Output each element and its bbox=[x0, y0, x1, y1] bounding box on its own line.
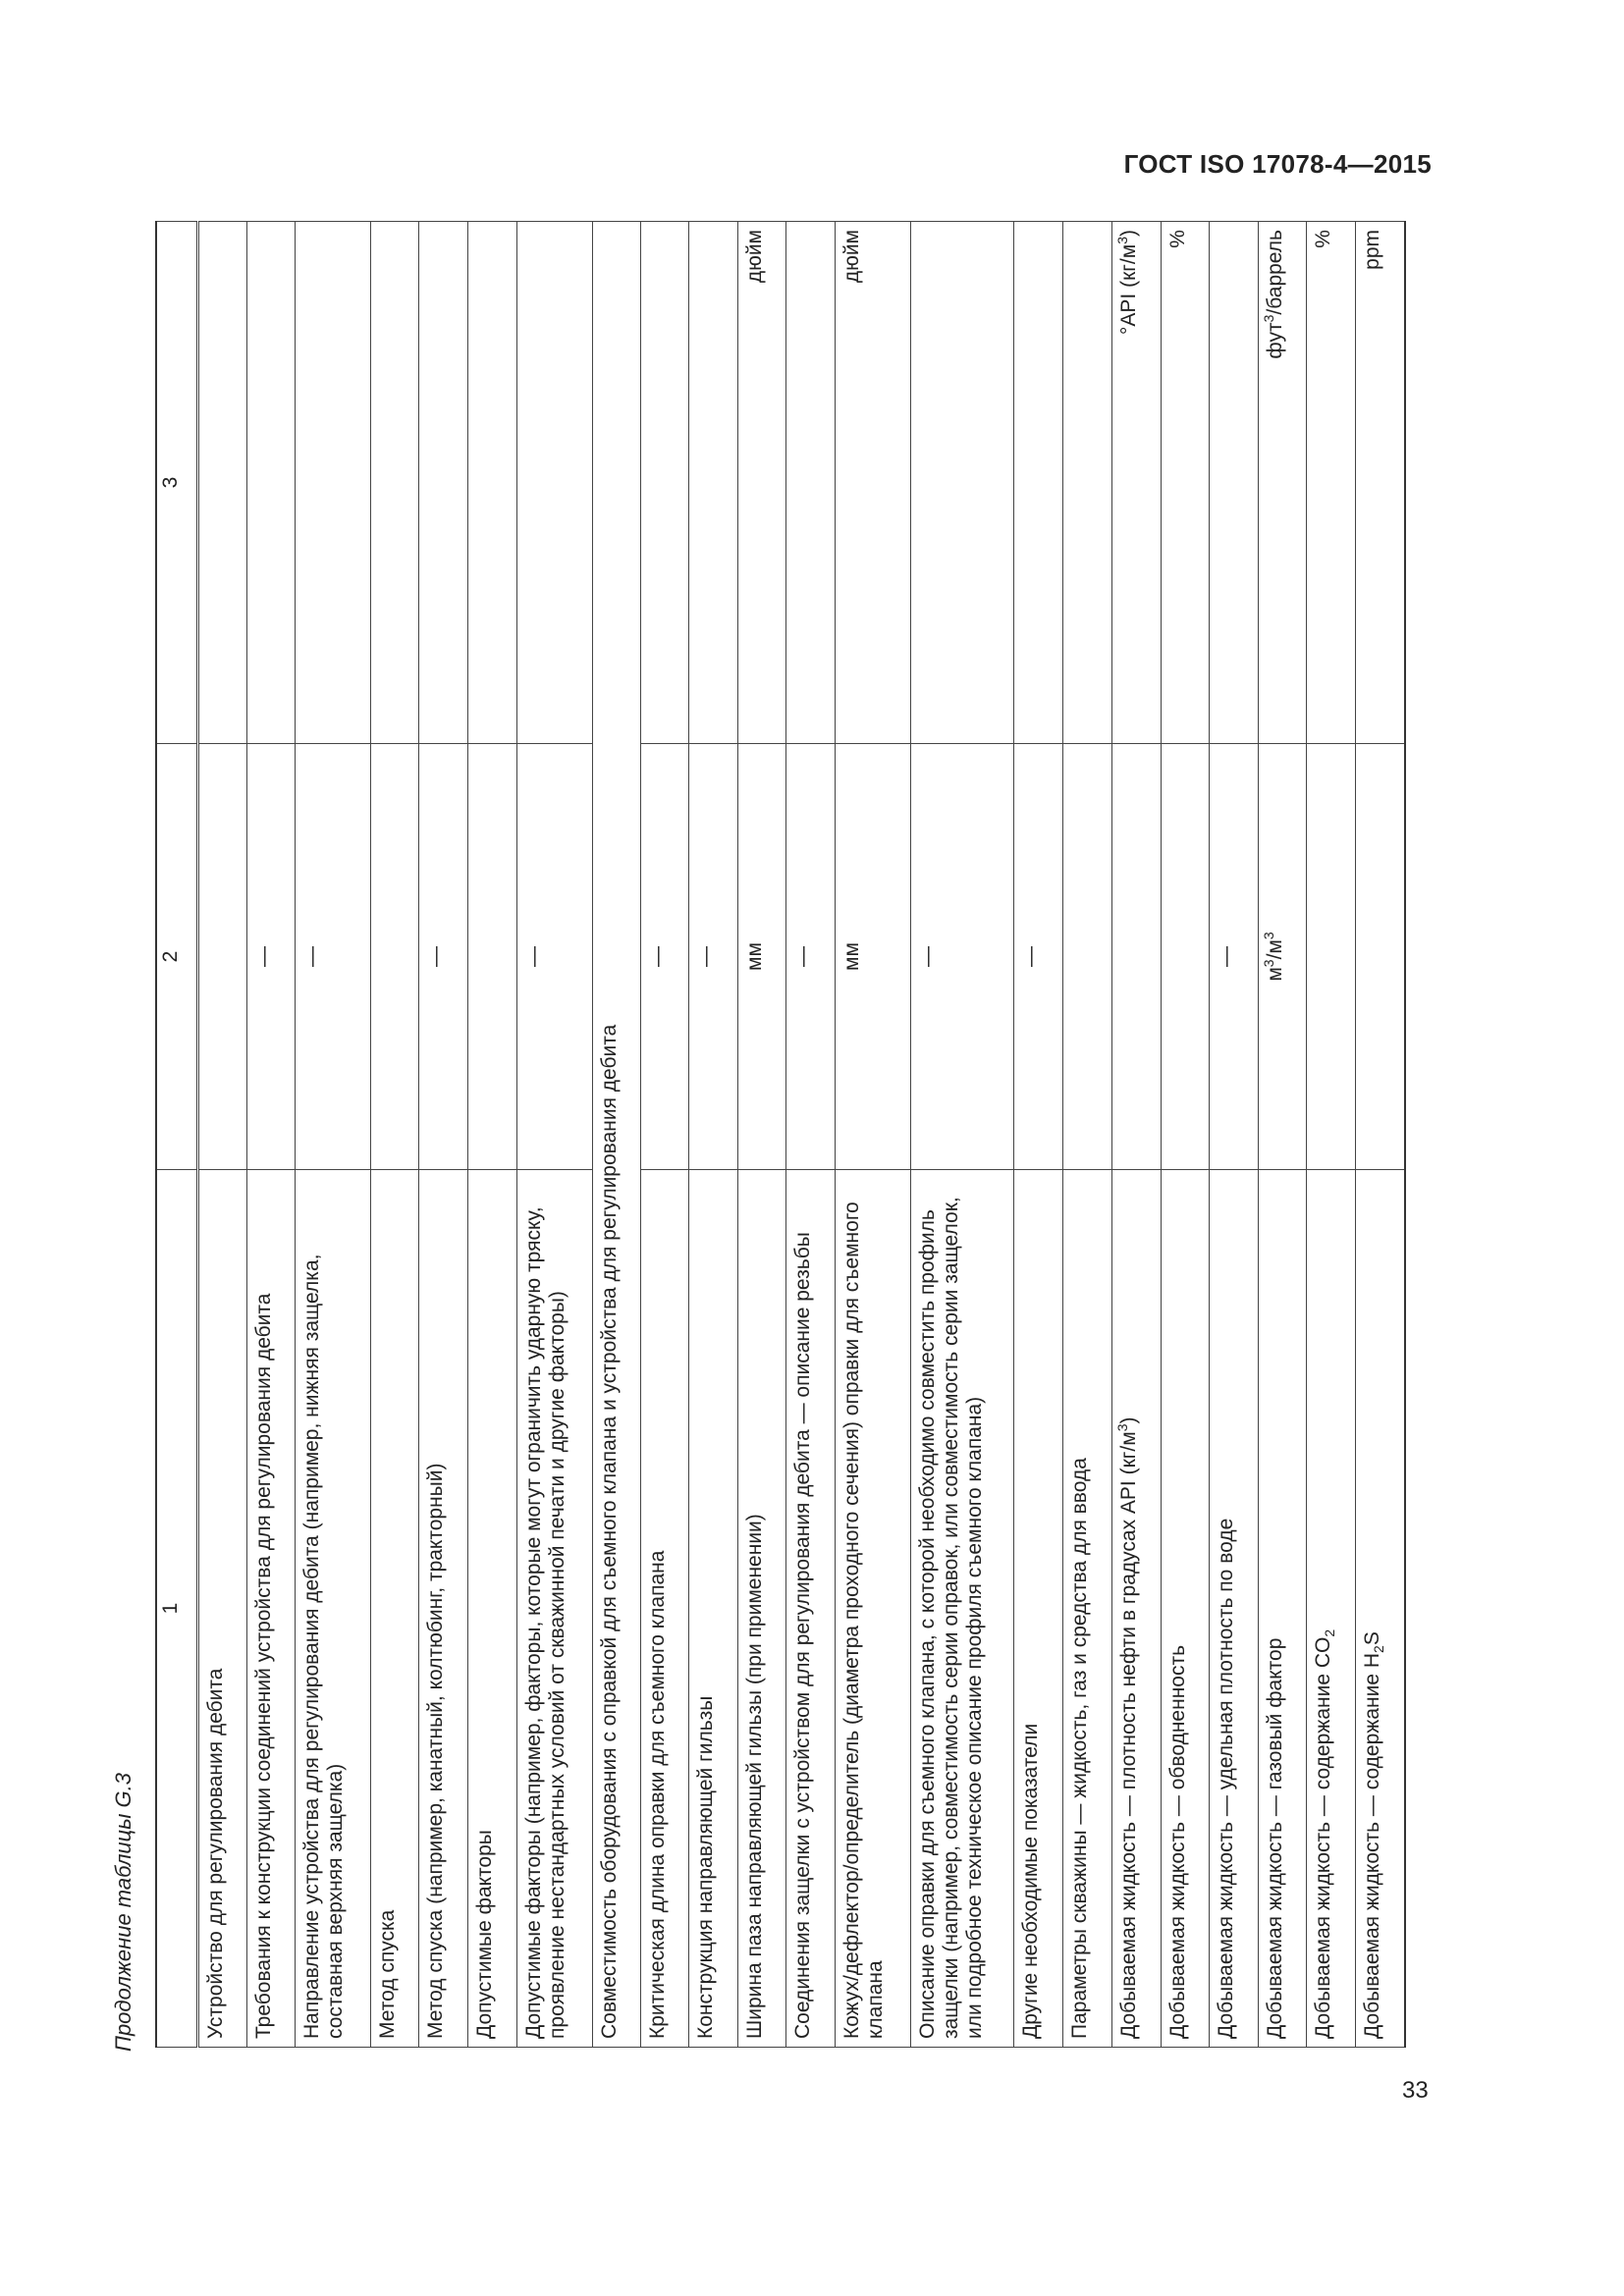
unit-us bbox=[1210, 222, 1259, 744]
unit-si bbox=[1063, 744, 1112, 1170]
row-label: Соединения защелки с устройством для регулирования дебита — описание резьбы bbox=[786, 1170, 836, 2048]
table-row bbox=[1307, 222, 1356, 2048]
row-label: Допустимые факторы bbox=[468, 1170, 517, 2048]
table-row bbox=[1063, 222, 1112, 2048]
row-label: Метод спуска bbox=[371, 1170, 419, 2048]
row-label: Добываемая жидкость — плотность нефти в градусах API $(кг/м^3)$ bbox=[1112, 1170, 1162, 2048]
unit-si bbox=[1162, 744, 1210, 1170]
table-row bbox=[371, 222, 419, 2048]
unit-us bbox=[786, 222, 836, 744]
unit-si bbox=[468, 744, 517, 1170]
unit-us bbox=[198, 222, 247, 744]
unit-si bbox=[1112, 744, 1162, 1170]
table-row bbox=[296, 222, 371, 2048]
row-label: Направление устройства для регулирования дебита (например, нижняя защелка, составная верхняя защелка) bbox=[296, 1170, 371, 2048]
table-row bbox=[468, 222, 517, 2048]
specs-table bbox=[155, 221, 1406, 2048]
table-row bbox=[738, 222, 786, 2048]
unit-si bbox=[198, 744, 247, 1170]
table-row bbox=[641, 222, 689, 2048]
unit-si: — bbox=[641, 744, 689, 1170]
row-label: Устройство для регулирования дебита bbox=[198, 1170, 247, 2048]
unit-si: $м^3/м^3$ bbox=[1259, 744, 1307, 1170]
unit-us bbox=[419, 222, 468, 744]
table-row bbox=[1162, 222, 1210, 2048]
row-label: Параметры скважины — жидкость, газ и средства для ввода bbox=[1063, 1170, 1112, 2048]
row-label: Критическая длина оправки для съемного клапана bbox=[641, 1170, 689, 2048]
row-label: Добываемая жидкость — удельная плотность по воде bbox=[1210, 1170, 1259, 2048]
unit-us bbox=[468, 222, 517, 744]
row-label: Другие необходимые показатели bbox=[1014, 1170, 1063, 2048]
row-label: Добываемая жидкость — обводненность bbox=[1162, 1170, 1210, 2048]
unit-us bbox=[641, 222, 689, 744]
table-row bbox=[593, 222, 641, 2048]
row-label: Допустимые факторы (например, факторы, которые могут ограничить ударную тряску, проявление нестандартных условий от скважинной печати и другие факторы) bbox=[517, 1170, 593, 2048]
unit-us: % bbox=[1162, 222, 1210, 744]
column-header: 1 bbox=[156, 1170, 198, 2048]
unit-us bbox=[517, 222, 593, 744]
table-row bbox=[836, 222, 911, 2048]
unit-us: ppm bbox=[1356, 222, 1405, 744]
table-row bbox=[689, 222, 738, 2048]
unit-si: — bbox=[689, 744, 738, 1170]
table-row bbox=[1259, 222, 1307, 2048]
table-row bbox=[1210, 222, 1259, 2048]
unit-us: дюйм bbox=[738, 222, 786, 744]
unit-us bbox=[296, 222, 371, 744]
table-row bbox=[1014, 222, 1063, 2048]
table-row bbox=[198, 222, 247, 2048]
unit-us bbox=[371, 222, 419, 744]
table-row bbox=[517, 222, 593, 2048]
unit-us bbox=[689, 222, 738, 744]
unit-si: мм bbox=[738, 744, 786, 1170]
row-label: Добываемая жидкость — содержание $CO_2$ bbox=[1307, 1170, 1356, 2048]
unit-si: — bbox=[911, 744, 1014, 1170]
unit-si bbox=[1356, 744, 1405, 1170]
row-label: Кожух/дефлектор/определитель (диаметра проходного сечения) оправки для съемного клапана bbox=[836, 1170, 911, 2048]
unit-us bbox=[1014, 222, 1063, 744]
column-header: 3 bbox=[156, 222, 198, 744]
table-row bbox=[911, 222, 1014, 2048]
unit-us: дюйм bbox=[836, 222, 911, 744]
row-label: Метод спуска (например, канатный, колтюбинг, тракторный) bbox=[419, 1170, 468, 2048]
unit-si bbox=[1307, 744, 1356, 1170]
unit-us: фут$^3$/баррель bbox=[1259, 222, 1307, 744]
document-header: ГОСТ ISO 17078-4—2015 bbox=[1123, 149, 1432, 179]
unit-us bbox=[247, 222, 296, 744]
unit-si: — bbox=[786, 744, 836, 1170]
unit-si bbox=[371, 744, 419, 1170]
unit-si: мм bbox=[836, 744, 911, 1170]
unit-us bbox=[1063, 222, 1112, 744]
unit-si: — bbox=[1210, 744, 1259, 1170]
unit-si: — bbox=[1014, 744, 1063, 1170]
row-label: Описание оправки для съемного клапана, с которой необходимо совместить профиль защелки (например, совместимость серии оправок, или совместимость серии защелок, или подробное техническое описание профиля съемного клапана) bbox=[911, 1170, 1014, 2048]
column-header: 2 bbox=[156, 744, 198, 1170]
table-row bbox=[786, 222, 836, 2048]
unit-si: — bbox=[517, 744, 593, 1170]
unit-us: °API $(кг/м^3)$ bbox=[1112, 222, 1162, 744]
table-row bbox=[419, 222, 468, 2048]
row-label: Добываемая жидкость — газовый фактор bbox=[1259, 1170, 1307, 2048]
unit-us bbox=[911, 222, 1014, 744]
table-caption: Продолжение таблицы G.3 bbox=[111, 1773, 135, 2052]
table-row bbox=[1112, 222, 1162, 2048]
rotated-content bbox=[111, 226, 1436, 2071]
unit-si: — bbox=[296, 744, 371, 1170]
table-row bbox=[247, 222, 296, 2048]
unit-si: — bbox=[247, 744, 296, 1170]
row-label: Требования к конструкции соединений устройства для регулирования дебита bbox=[247, 1170, 296, 2048]
unit-us: % bbox=[1307, 222, 1356, 744]
row-label: Ширина паза направляющей гильзы (при применении) bbox=[738, 1170, 786, 2048]
table-row bbox=[1356, 222, 1405, 2048]
unit-si: — bbox=[419, 744, 468, 1170]
table-header-row bbox=[156, 222, 198, 2048]
page-number: 33 bbox=[1402, 2077, 1429, 2104]
row-label: Добываемая жидкость — содержание $H_2S$ bbox=[1356, 1170, 1405, 2048]
row-label: Конструкция направляющей гильзы bbox=[689, 1170, 738, 2048]
section-heading: Совместимость оборудования с оправкой для съемного клапана и устройства для регулирования дебита bbox=[593, 222, 641, 2048]
